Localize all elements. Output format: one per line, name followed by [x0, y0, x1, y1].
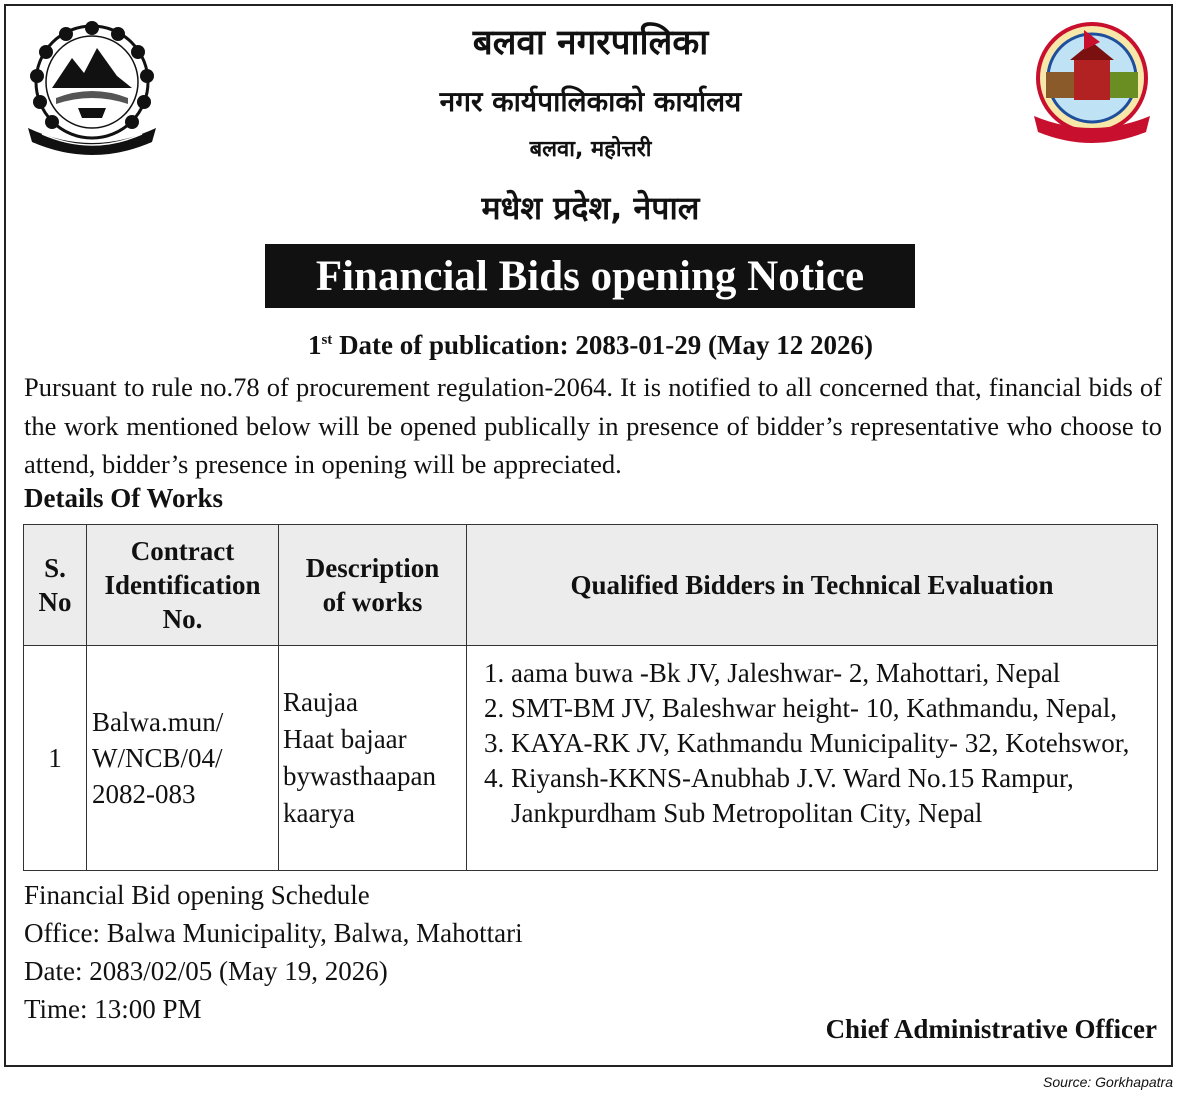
schedule-heading: Financial Bid opening Schedule — [24, 880, 370, 910]
province-name: मधेश प्रदेश, नेपाल — [481, 189, 700, 227]
header-description — [279, 525, 467, 646]
header-contract-id — [87, 525, 279, 646]
row-contract-id — [87, 646, 279, 871]
schedule-block — [24, 876, 523, 1028]
header-sn — [24, 525, 87, 646]
publication-ordinal: st — [321, 332, 333, 348]
row-desc-line4: kaarya — [283, 798, 355, 828]
schedule-time: Time: 13:00 PM — [24, 994, 202, 1024]
notice-paragraph: Pursuant to rule no.78 of procurement regulation-2064. It is notified to all concerned that, financial bids of the work mentioned below will be opened publically in presence of bidder’s representative who choose to attend, bidder’s presence in opening will be appreciated. — [24, 372, 1162, 479]
office-location: बलवा, महोत्तरी — [529, 137, 652, 162]
row-bidders — [467, 646, 1158, 871]
works-table — [23, 524, 1158, 871]
bidder-item: 2. SMT-BM JV, Baleshwar height- 10, Kathmandu, Nepal, — [511, 691, 1156, 726]
row-cid-line1: Balwa.mun/ — [92, 707, 224, 737]
table-header-row — [24, 525, 1158, 646]
row-sn: 1 — [24, 646, 87, 871]
row-desc-line1: Raujaa — [283, 687, 358, 717]
source-credit: Source: Gorkhapatra — [1043, 1074, 1173, 1090]
header-bidders: Qualified Bidders in Technical Evaluation — [467, 525, 1158, 646]
bidder-item: 3. KAYA-RK JV, Kathmandu Municipality- 32, Kotehswor, — [511, 726, 1156, 761]
municipality-name: बलवा नगरपालिका — [472, 23, 709, 63]
header-cid-line3: No. — [162, 604, 203, 634]
header-cid-line1: Contract — [130, 536, 235, 566]
table-row — [24, 646, 1158, 871]
bidders-list — [468, 656, 1156, 831]
row-desc-line2: Haat bajaar — [283, 724, 407, 754]
schedule-office: Office: Balwa Municipality, Balwa, Mahottari — [24, 918, 523, 948]
bidder-item: 4. Riyansh-KKNS-Anubhab J.V. Ward No.15 Rampur, Jankpurdham Sub Metropolitan City, Nepal — [511, 761, 1156, 831]
notice-title: Financial Bids opening Notice — [265, 244, 915, 308]
publication-prefix: 1 — [307, 330, 322, 360]
office-name: नगर कार्यपालिकाको कार्यालय — [439, 85, 742, 118]
row-desc-line3: bywasthaapan — [283, 761, 436, 791]
publication-date — [0, 330, 1181, 361]
details-heading: Details Of Works — [24, 483, 224, 513]
row-cid-line2: W/NCB/04/ — [92, 743, 223, 773]
publication-text: Date of publication: 2083-01-29 (May 12 2026) — [332, 330, 874, 360]
header-desc-line2: of works — [322, 587, 423, 617]
header-desc-line1: Description — [305, 553, 440, 583]
signoff: Chief Administrative Officer — [825, 1014, 1157, 1044]
header-cid-line2: Identification — [104, 570, 261, 600]
bidder-item: 1. aama buwa -Bk JV, Jaleshwar- 2, Mahottari, Nepal — [511, 656, 1156, 691]
row-cid-line3: 2082-083 — [92, 779, 196, 809]
schedule-date: Date: 2083/02/05 (May 19, 2026) — [24, 956, 388, 986]
header-sn-line2: No — [38, 587, 72, 617]
row-description — [279, 646, 467, 871]
header-sn-line1: S. — [44, 553, 66, 583]
